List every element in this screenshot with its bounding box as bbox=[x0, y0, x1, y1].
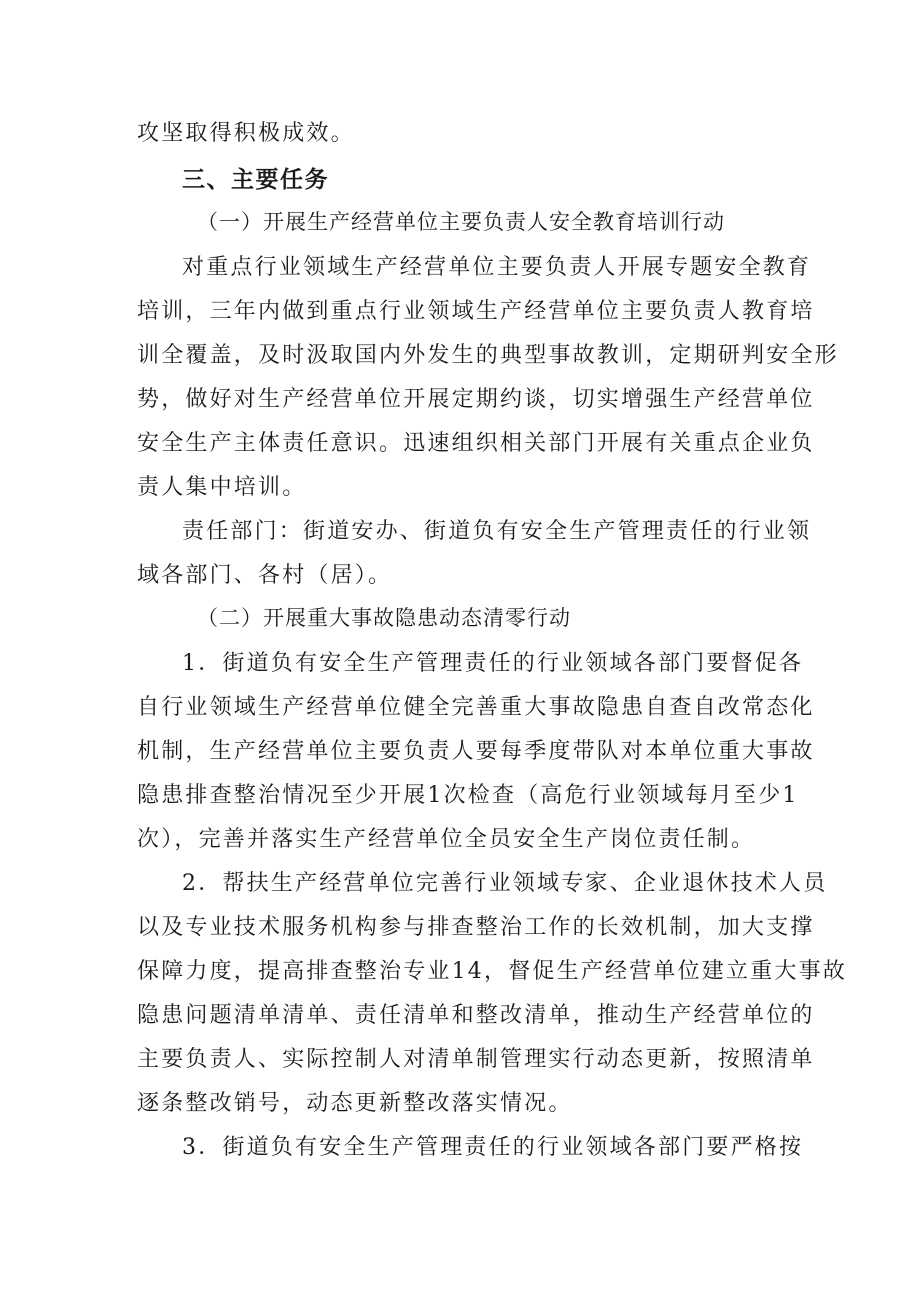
section-heading: 三、主要任务 bbox=[182, 167, 329, 193]
item-3-line-1: 3．街道负有安全生产管理责任的行业领域各部门要严格按 bbox=[182, 1135, 804, 1160]
item-1-line-1: 1．街道负有安全生产管理责任的行业领域各部门要督促各 bbox=[182, 651, 804, 676]
item-2-line-5: 主要负责人、实际控制人对清单制管理实行动态更新，按照清单 bbox=[137, 1047, 815, 1072]
item-2-line-6: 逐条整改销号，动态更新整改落实情况。 bbox=[137, 1091, 573, 1116]
item-1-line-5: 次），完善并落实生产经营单位全员安全生产岗位责任制。 bbox=[137, 827, 756, 852]
paragraph-line-4: 训全覆盖，及时汲取国内外发生的典型事故教训，定期研判安全形 bbox=[137, 343, 839, 368]
item-2-line-2: 以及专业技术服务机构参与排查整治工作的长效机制，加大支撑 bbox=[137, 915, 815, 940]
subsection-heading-2: （二）开展重大事故隐患动态清零行动 bbox=[197, 606, 571, 630]
paragraph-line-2: 对重点行业领域生产经营单位主要负责人开展专题安全教育 bbox=[182, 255, 812, 280]
paragraph-line-6: 安全生产主体责任意识。迅速组织相关部门开展有关重点企业负 bbox=[137, 431, 815, 456]
item-1-line-3: 机制，生产经营单位主要负责人要每季度带队对本单位重大事故 bbox=[137, 739, 815, 764]
item-1-line-2: 自行业领域生产经营单位健全完善重大事故隐患自查自改常态化 bbox=[137, 695, 815, 720]
paragraph-line-1: 攻坚取得积极成效。 bbox=[137, 121, 355, 146]
item-2-line-1: 2．帮扶生产经营单位完善行业领域专家、企业退休技术人员 bbox=[182, 871, 828, 896]
item-1-line-4: 隐患排查整治情况至少开展1次检查（高危行业领域每月至少1 bbox=[137, 783, 799, 808]
paragraph-line-3: 培训，三年内做到重点行业领域生产经营单位主要负责人教育培 bbox=[137, 299, 815, 324]
item-2-line-3: 保障力度，提高排查整治专业14，督促生产经营单位建立重大事故 bbox=[137, 959, 847, 984]
item-2-line-4: 隐患问题清单清单、责任清单和整改清单，推动生产经营单位的 bbox=[137, 1003, 815, 1028]
paragraph-line-5: 势，做好对生产经营单位开展定期约谈，切实增强生产经营单位 bbox=[137, 387, 815, 412]
responsibility-line-1: 责任部门：街道安办、街道负有安全生产管理责任的行业领 bbox=[182, 519, 812, 544]
paragraph-line-7: 责人集中培训。 bbox=[137, 475, 307, 500]
responsibility-line-2: 域各部门、各村（居）。 bbox=[137, 563, 393, 588]
subsection-heading-1: （一）开展生产经营单位主要负责人安全教育培训行动 bbox=[197, 210, 725, 234]
